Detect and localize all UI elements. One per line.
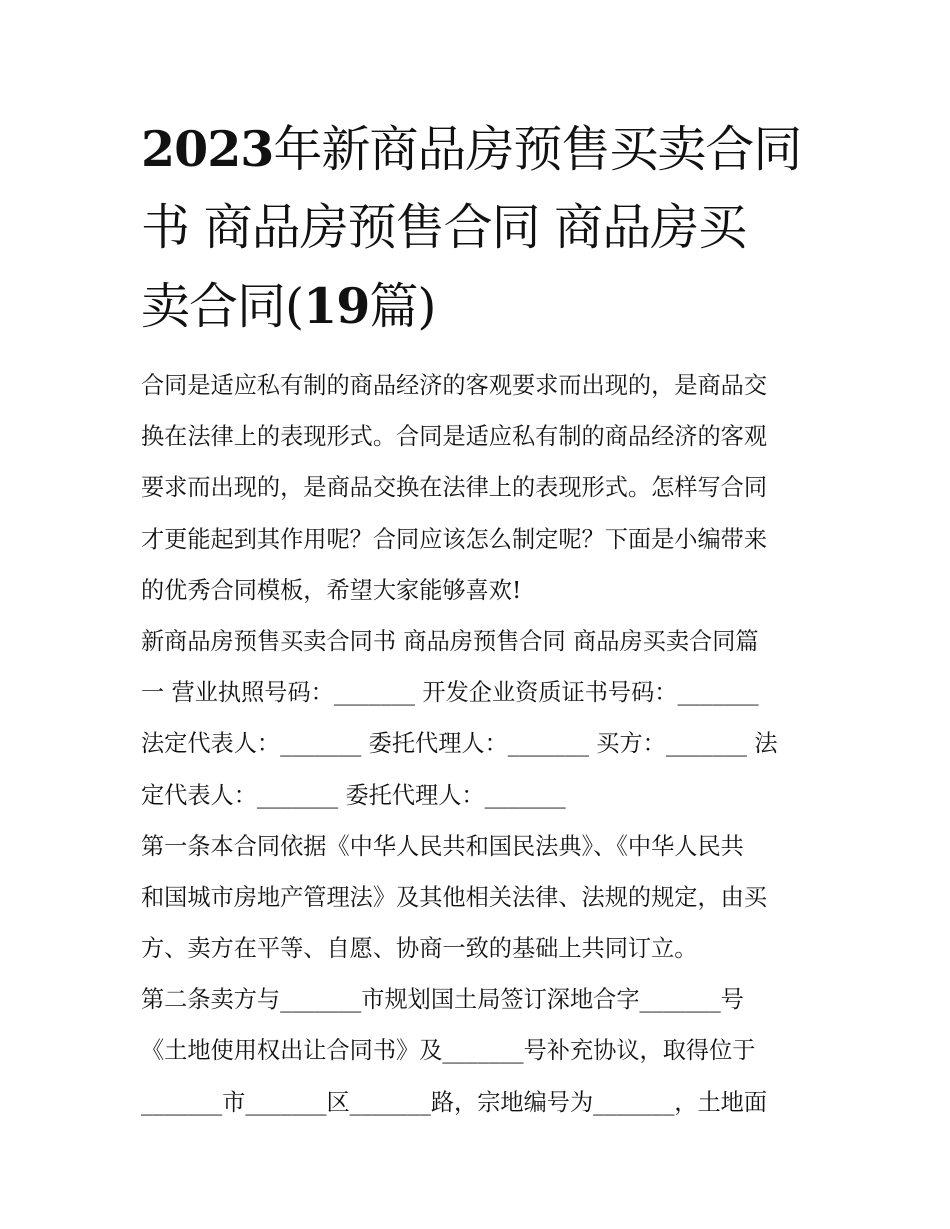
article-1-line: 和国城市房地产管理法》及其他相关法律、法规的规定，由买 <box>141 883 768 911</box>
body-line: 一 营业执照号码：_______ 开发企业资质证书号码：_______ <box>141 679 759 707</box>
title-line-1: 2023年新商品房预售买卖合同 <box>141 120 802 178</box>
section-heading-line: 新商品房预售买卖合同书 商品房预售合同 商品房买卖合同篇 <box>141 627 759 655</box>
body-line: 的优秀合同模板，希望大家能够喜欢! <box>141 576 522 604</box>
body-line: 法定代表人：_______ 委托代理人：_______ 买方：_______ 法 <box>141 730 778 758</box>
title-line-2: 书 商品房预售合同 商品房买 <box>141 199 747 256</box>
document-body <box>141 360 813 1128</box>
body-line: 才更能起到其作用呢？合同应该怎么制定呢？下面是小编带来 <box>141 525 768 553</box>
body-line: 定代表人：_______ 委托代理人：_______ <box>141 781 566 809</box>
document-page <box>141 110 813 1128</box>
article-1-line: 第一条本合同依据《中华人民共和国民法典》、《中华人民共 <box>141 832 744 860</box>
body-line: 合同是适应私有制的商品经济的客观要求而出现的，是商品交 <box>141 372 768 399</box>
title-line-3: 卖合同(19篇) <box>141 277 436 335</box>
article-2-line: _______市_______区_______路，宗地编号为_______，土地面 <box>141 1088 768 1116</box>
body-line: 换在法律上的表现形式。合同是适应私有制的商品经济的客观 <box>141 423 768 451</box>
document-title <box>141 110 813 346</box>
article-2-line: 第二条卖方与_______市规划国土局签订深地合字_______号 <box>141 986 744 1014</box>
article-2-line: 《土地使用权出让合同书》及_______号补充协议，取得位于 <box>141 1037 756 1065</box>
article-1-line: 方、卖方在平等、自愿、协商一致的基础上共同订立。 <box>141 935 698 963</box>
body-line: 要求而出现的，是商品交换在法律上的表现形式。怎样写合同 <box>141 474 768 502</box>
